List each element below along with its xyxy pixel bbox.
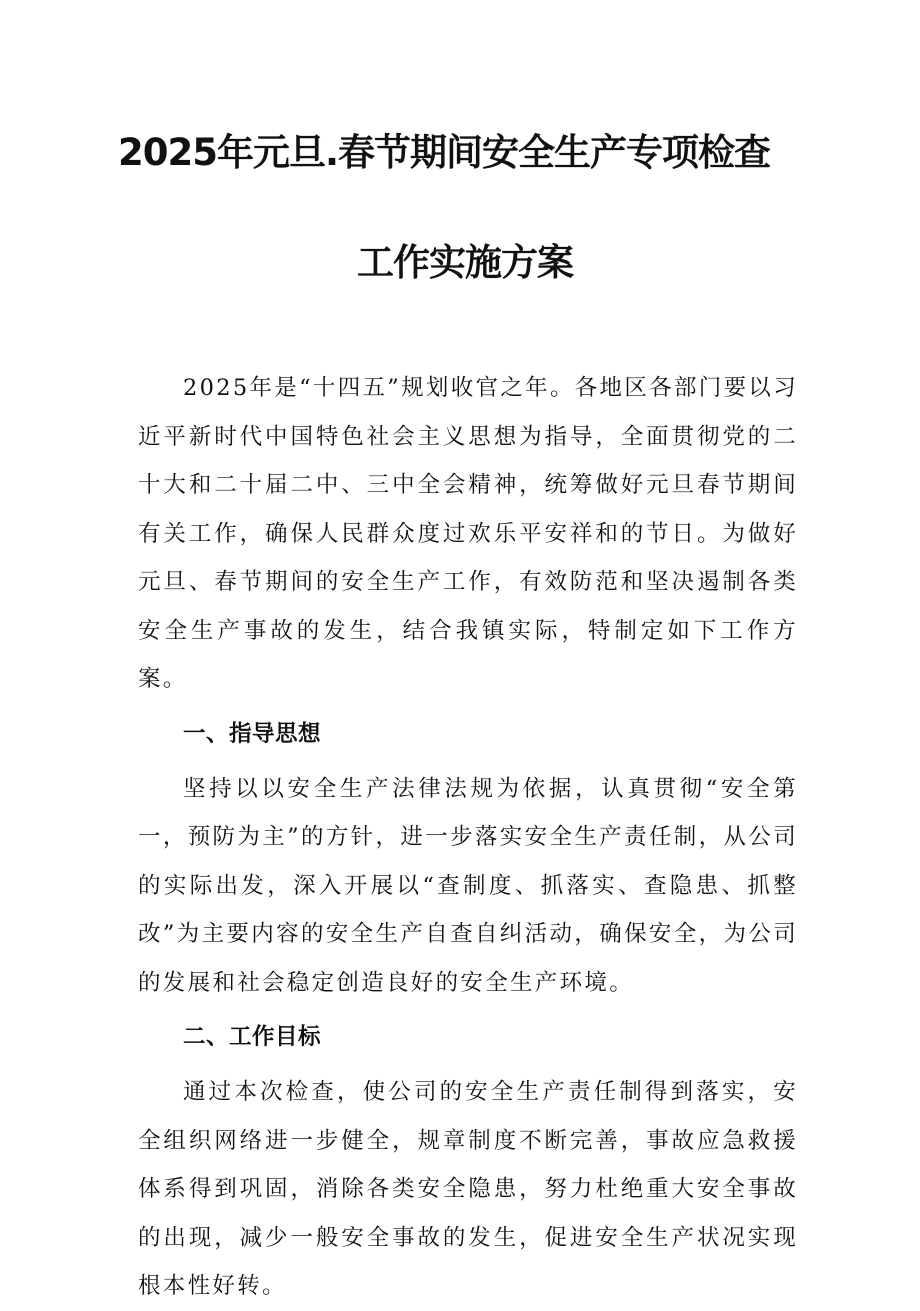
intro-paragraph: 2025年是“十四五”规划收官之年。各地区各部门要以习近平新时代中国特色社会主义思想为指导，全面贯彻党的二十大和二十届二中、三中全会精神，统筹做好元旦春节期间有关工作，确保人民群众度过欢乐平安祥和的节日。为做好元旦、春节期间的安全生产工作，有效防范和坚决遏制各类安全生产事故的发生，结合我镇实际，特制定如下工作方案。 [138, 375, 798, 692]
guiding-ideology-paragraph: 坚持以以安全生产法律法规为依据，认真贯彻“安全第一，预防为主”的方针，进一步落实安全生产责任制，从公司的实际出发，深入开展以“查制度、抓落实、查隐患、抓整改”为主要内容的安全生产自查自纠活动，确保安全，为公司的发展和社会稳定创造良好的安全生产环境。 [138, 775, 798, 996]
document-title-line-2: 工作实施方案 [357, 241, 573, 284]
document-title-line-1: 2025年元旦.春节期间安全生产专项检查 [117, 131, 771, 174]
section-heading-work-goals: 二、工作目标 [183, 1024, 322, 1050]
section-heading-guiding-ideology: 一、指导思想 [183, 720, 322, 747]
work-goals-paragraph: 通过本次检查，使公司的安全生产责任制得到落实，安全组织网络进一步健全，规章制度不断完善，事故应急救援体系得到巩固，消除各类安全隐患，努力杜绝重大安全事故的出现，减少一般安全事故的发生，促进安全生产状况实现根本性好转。 [138, 1079, 798, 1299]
document-body [138, 364, 798, 1311]
